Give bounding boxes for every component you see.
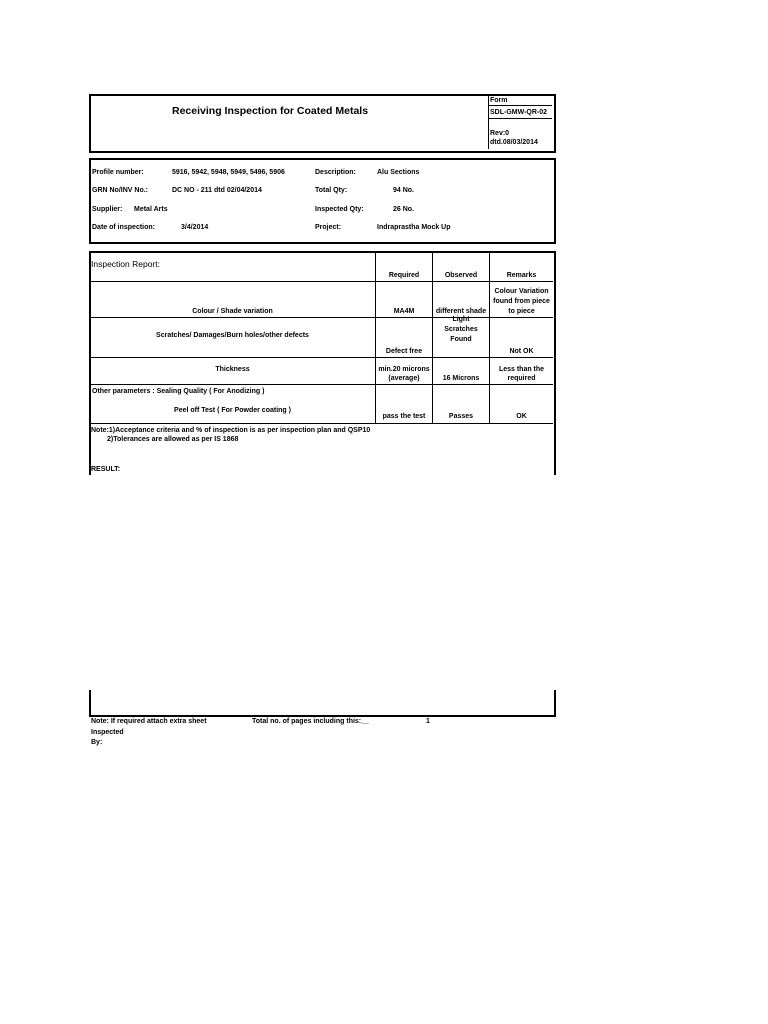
total-pages-value: 1 xyxy=(426,718,430,725)
row-other-parameter-1: Other parameters : Sealing Quality ( For Anodizing ) xyxy=(92,388,265,395)
profile-value: 5916, 5942, 5948, 5949, 5496, 5906 xyxy=(172,169,285,176)
header-rule-2 xyxy=(489,118,552,119)
header-rule-1 xyxy=(489,105,552,106)
col-header-remarks: Remarks xyxy=(506,272,537,279)
row-other-observed: Passes xyxy=(448,413,474,420)
extra-sheet-note: Note: If required attach extra sheet xyxy=(91,718,207,725)
row-scratches-remarks: Not OK xyxy=(509,348,534,355)
total-pages-label: Total no. of pages including this:__ xyxy=(252,718,369,725)
row-colour-remarks-1: Colour Variation xyxy=(494,288,549,295)
description-label: Description: xyxy=(315,169,356,176)
row-colour-remarks-3: to piece xyxy=(508,308,535,315)
total-qty-value: 94 No. xyxy=(393,187,415,194)
grn-label: GRN No/INV No.: xyxy=(92,187,148,194)
row-scratches-observed-2: Scratches xyxy=(444,326,478,333)
row-colour-observed: different shade xyxy=(435,308,487,315)
row-divider-5 xyxy=(90,423,553,424)
row-thickness-parameter: Thickness xyxy=(215,366,250,373)
row-other-parameter-2: Peel off Test ( For Powder coating ) xyxy=(174,407,291,414)
row-divider-4 xyxy=(90,384,553,385)
header-divider xyxy=(488,95,489,149)
inspected-by-label-1: Inspected xyxy=(91,729,124,736)
revision-date: dtd.08/03/2014 xyxy=(490,139,538,146)
row-scratches-required: Defect free xyxy=(385,348,423,355)
project-value: Indraprastha Mock Up xyxy=(377,224,451,231)
total-qty-label: Total Qty: xyxy=(315,187,348,194)
note-line-1: Note:1)Acceptance criteria and % of inspection is as per inspection plan and QSP10 xyxy=(91,427,371,434)
supplier-value: Metal Arts xyxy=(134,206,168,213)
form-label: Form xyxy=(490,97,508,104)
row-colour-parameter: Colour / Shade variation xyxy=(192,308,273,315)
date-label: Date of inspection: xyxy=(92,224,156,231)
row-colour-remarks-2: found from piece xyxy=(493,298,550,305)
report-title: Inspection Report: xyxy=(91,259,160,269)
col-header-required: Required xyxy=(388,272,420,279)
description-value: Alu Sections xyxy=(377,169,420,176)
supplier-label: Supplier: xyxy=(92,206,123,213)
col-header-observed: Observed xyxy=(444,272,478,279)
footer-box xyxy=(89,690,556,717)
row-thickness-remarks-2: required xyxy=(507,375,536,382)
note-line-2: 2)Tolerances are allowed as per IS 1868 xyxy=(107,436,239,443)
page-title: Receiving Inspection for Coated Metals xyxy=(172,105,369,117)
inspected-qty-label: Inspected Qty: xyxy=(315,206,364,213)
inspected-qty-value: 26 No. xyxy=(393,206,415,213)
revision: Rev:0 xyxy=(490,130,510,137)
date-value: 3/4/2014 xyxy=(181,224,209,231)
inspected-by-label-2: By: xyxy=(91,739,103,746)
row-divider-3 xyxy=(90,357,553,358)
row-scratches-observed-3: Found xyxy=(450,336,472,343)
profile-label: Profile number: xyxy=(92,169,144,176)
project-label: Project: xyxy=(315,224,342,231)
row-thickness-required-1: min.20 microns xyxy=(378,366,430,373)
result-label: RESULT: xyxy=(91,466,121,473)
row-scratches-parameter: Scratches/ Damages/Burn holes/other defects xyxy=(156,332,309,339)
header-box xyxy=(89,94,556,153)
form-code: SDL-GMW-QR-02 xyxy=(490,109,548,116)
row-scratches-observed-1: Light xyxy=(452,316,470,323)
row-thickness-observed: 16 Microns xyxy=(442,375,480,382)
grn-value: DC NO - 211 dtd 02/04/2014 xyxy=(172,187,262,194)
row-divider-1 xyxy=(90,281,553,282)
row-other-remarks: OK xyxy=(516,413,527,420)
row-other-required: pass the test xyxy=(382,413,426,420)
row-colour-required: MA4M xyxy=(393,308,415,315)
row-thickness-remarks-1: Less than the xyxy=(498,366,545,373)
row-thickness-required-2: (average) xyxy=(388,375,420,382)
